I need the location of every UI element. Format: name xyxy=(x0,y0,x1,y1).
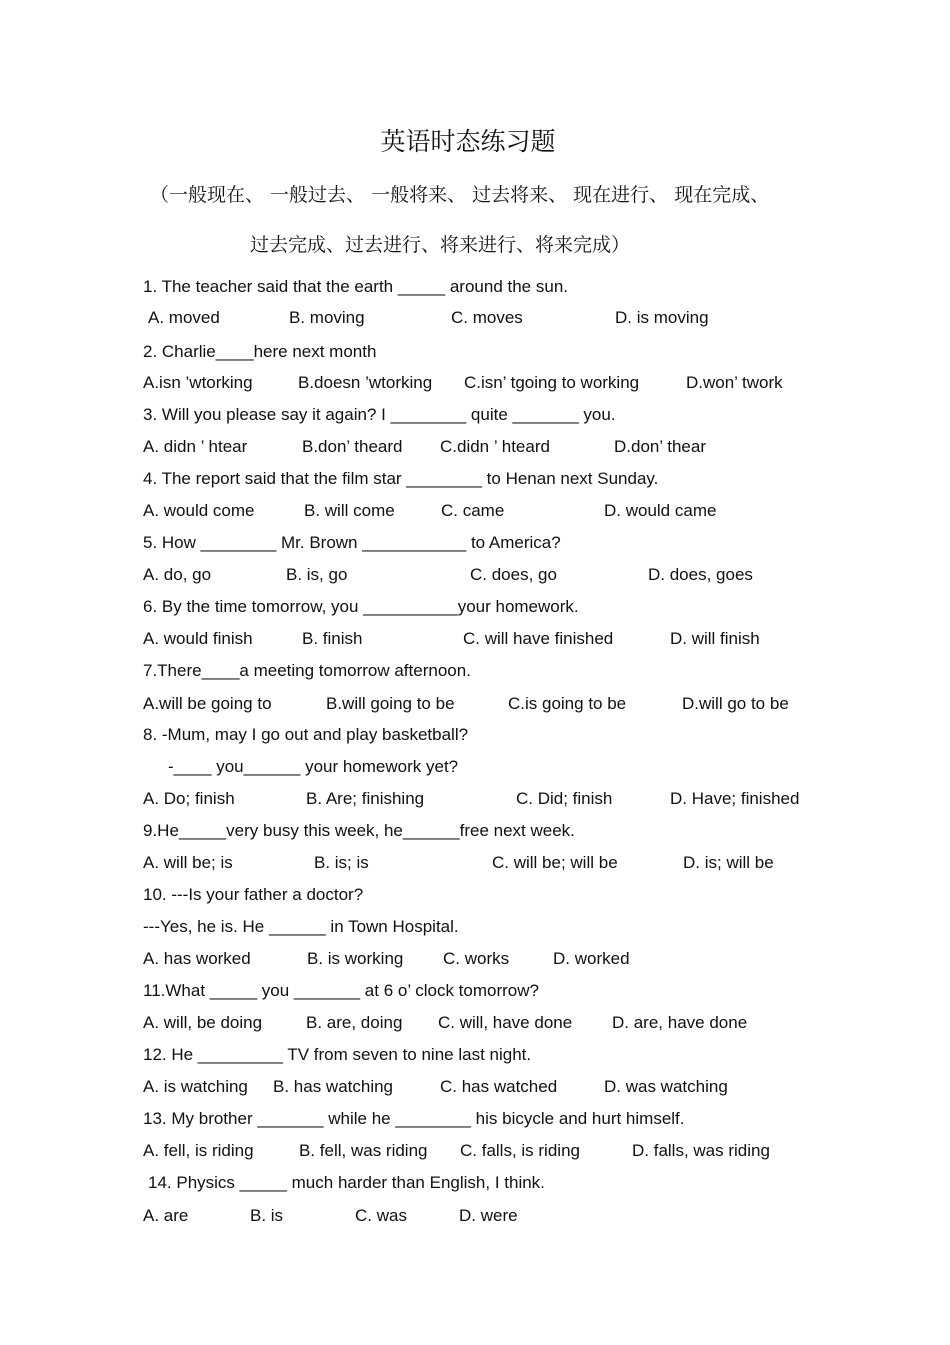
question-stem: 7.There____a meeting tomorrow afternoon. xyxy=(143,661,471,680)
option-d: D.won’ twork xyxy=(686,373,783,392)
option-b: B.don’ theard xyxy=(302,437,403,456)
option-c: C. came xyxy=(441,501,505,520)
option-c: C. does, go xyxy=(470,565,557,584)
question-stem: 5. How ________ Mr. Brown ___________ to America? xyxy=(143,533,561,552)
option-d: D. Have; finished xyxy=(670,789,800,808)
option-b: B. is working xyxy=(307,949,404,968)
option-a: A. will, be doing xyxy=(143,1013,263,1032)
subtitle-line-1: （一般现在、 一般过去、 一般将来、 过去将来、 现在进行、 现在完成、 xyxy=(150,184,770,206)
option-a: A. has worked xyxy=(143,949,251,968)
option-d: D.will go to be xyxy=(682,694,789,713)
option-d: D. is; will be xyxy=(683,853,774,872)
option-d: D. was watching xyxy=(604,1077,728,1096)
option-d: D. will finish xyxy=(670,629,760,648)
option-a: A. do, go xyxy=(143,565,212,584)
option-a: A. will be; is xyxy=(143,853,233,872)
option-d: D. does, goes xyxy=(648,565,753,584)
option-a: A.isn ’wtorking xyxy=(143,373,253,392)
option-d: D. were xyxy=(459,1206,518,1225)
option-c: C. will have finished xyxy=(463,629,614,648)
option-a: A. fell, is riding xyxy=(143,1141,254,1160)
question-stem-continued: ---Yes, he is. He ______ in Town Hospital. xyxy=(143,917,459,936)
question-stem: 8. -Mum, may I go out and play basketball? xyxy=(143,725,469,744)
option-b: B.will going to be xyxy=(326,694,455,713)
question-stem: 3. Will you please say it again? I ________ quite _______ you. xyxy=(143,405,616,424)
option-b: B. has watching xyxy=(273,1077,394,1096)
question-stem-continued: -____ you______ your homework yet? xyxy=(168,757,459,776)
question-stem: 9.He_____very busy this week, he______free next week. xyxy=(143,821,575,840)
option-b: B. are, doing xyxy=(306,1013,403,1032)
option-d: D. worked xyxy=(553,949,630,968)
question-stem: 1. The teacher said that the earth _____ around the sun. xyxy=(143,277,568,296)
question-stem: 12. He _________ TV from seven to nine last night. xyxy=(143,1045,532,1064)
option-a: A. are xyxy=(143,1206,189,1225)
question-stem: 13. My brother _______ while he ________ his bicycle and hurt himself. xyxy=(143,1109,685,1128)
option-c: C. moves xyxy=(451,308,523,327)
question-stem: 11.What _____ you _______ at 6 o’ clock tomorrow? xyxy=(143,981,539,1000)
option-a: A.will be going to xyxy=(143,694,272,713)
option-c: C. will be; will be xyxy=(492,853,618,872)
question-stem: 10. ---Is your father a doctor? xyxy=(143,885,364,904)
option-c: C. will, have done xyxy=(438,1013,573,1032)
option-c: C. has watched xyxy=(440,1077,558,1096)
option-b: B. is xyxy=(250,1206,284,1225)
question-stem: 4. The report said that the film star ________ to Henan next Sunday. xyxy=(143,469,659,488)
option-a: A. would come xyxy=(143,501,255,520)
option-a: A. is watching xyxy=(143,1077,248,1096)
option-d: D. are, have done xyxy=(612,1013,748,1032)
option-d: D. would came xyxy=(604,501,717,520)
option-b: B. Are; finishing xyxy=(306,789,425,808)
option-c: C.is going to be xyxy=(508,694,627,713)
option-b: B. fell, was riding xyxy=(299,1141,428,1160)
option-b: B. is, go xyxy=(286,565,348,584)
option-d: D. is moving xyxy=(615,308,709,327)
subtitle-line-2: 过去完成、过去进行、将来进行、将来完成） xyxy=(250,234,631,256)
option-b: B.doesn ’wtorking xyxy=(298,373,433,392)
option-a: A. would finish xyxy=(143,629,253,648)
option-c: C. falls, is riding xyxy=(460,1141,580,1160)
question-stem: 14. Physics _____ much harder than English, I think. xyxy=(148,1173,545,1192)
page-title: 英语时态练习题 xyxy=(380,127,556,156)
option-a: A. didn ’ htear xyxy=(143,437,248,456)
option-b: B. moving xyxy=(289,308,365,327)
option-c: C. works xyxy=(443,949,510,968)
option-b: B. will come xyxy=(304,501,395,520)
option-b: B. finish xyxy=(302,629,363,648)
option-c: C.isn’ tgoing to working xyxy=(464,373,640,392)
option-d: D.don’ thear xyxy=(614,437,706,456)
option-c: C. Did; finish xyxy=(516,789,613,808)
question-stem: 2. Charlie____here next month xyxy=(143,342,377,361)
option-a: A. Do; finish xyxy=(143,789,235,808)
option-d: D. falls, was riding xyxy=(632,1141,770,1160)
option-c: C. was xyxy=(355,1206,407,1225)
option-b: B. is; is xyxy=(314,853,369,872)
option-a: A. moved xyxy=(148,308,220,327)
option-c: C.didn ’ hteard xyxy=(440,437,550,456)
question-stem: 6. By the time tomorrow, you __________your homework. xyxy=(143,597,579,616)
